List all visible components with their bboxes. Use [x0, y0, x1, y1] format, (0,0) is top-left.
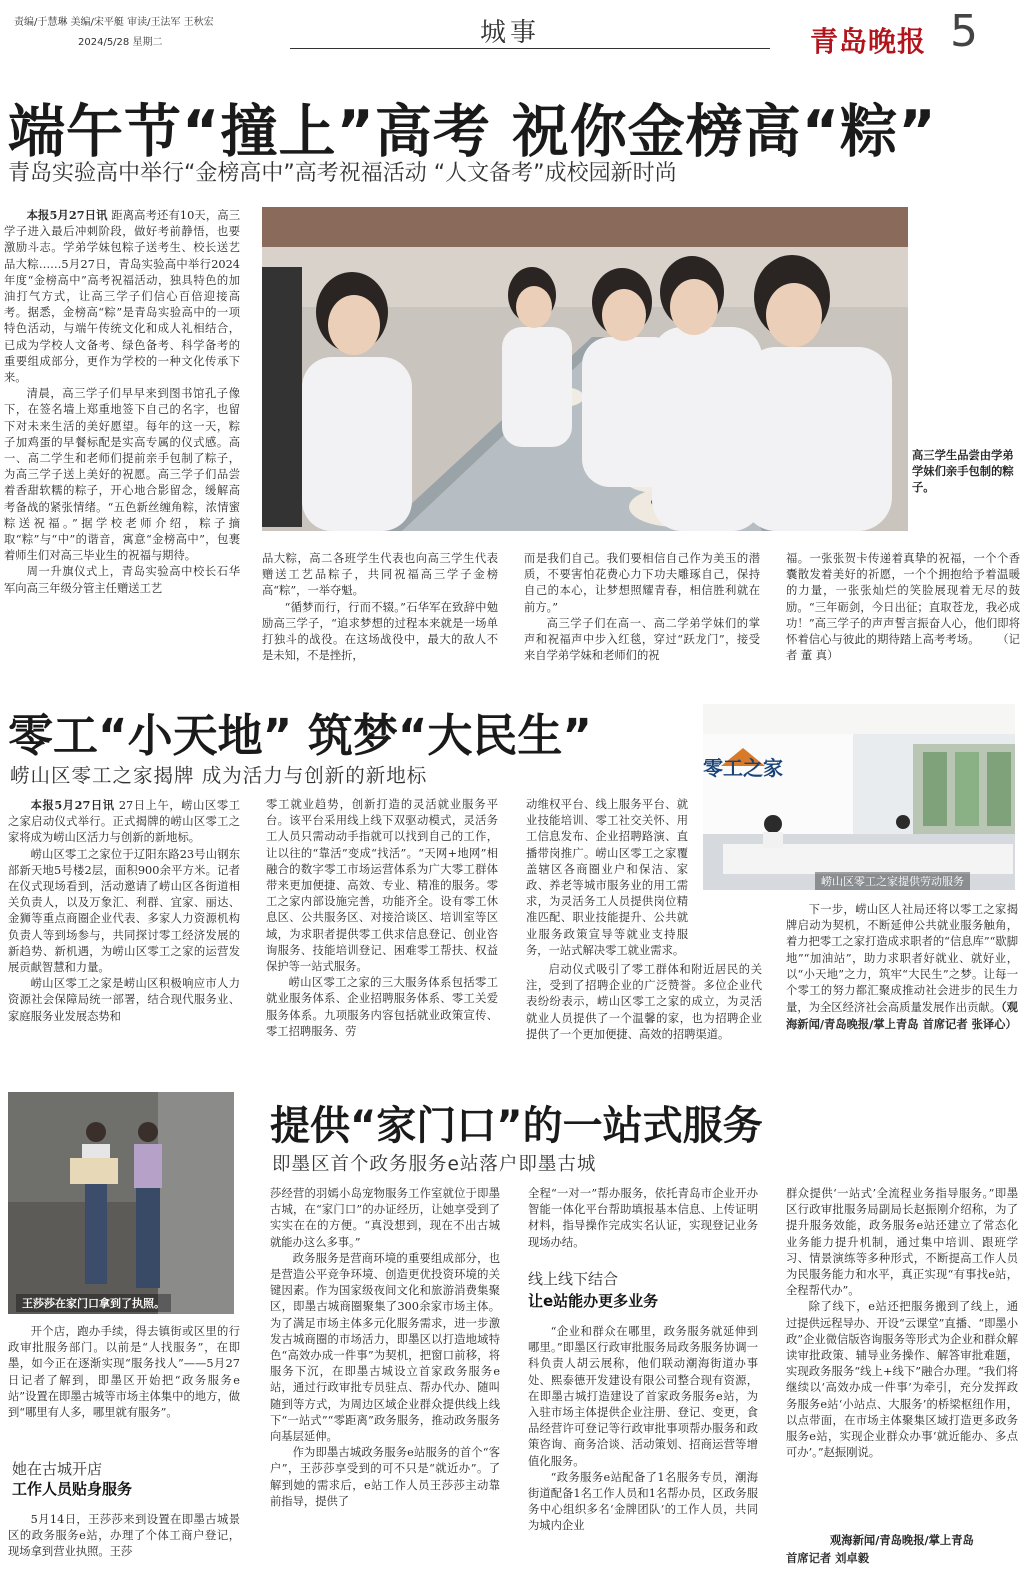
gig-home-photo — [703, 704, 1015, 890]
paragraph: 群众提供‘一站式’全流程业务指导服务。”即墨区行政审批服务局副局长赵振刚介绍称，为了提升服务效能，政务服务e站还建立了常态化业务能力提升机制，通过集中培训、跟班学习、情景演练等多种形式，不断提高工作人员为民服务能力和水平，真正实现“有事找e站，全程帮代办”。 — [786, 1187, 1018, 1298]
page-number: 5 — [950, 6, 978, 57]
article1-lead: 本报5月27日讯 — [26, 208, 108, 222]
subsection-2-title: 线上线下结合 — [528, 1270, 619, 1288]
subheadline-1: 青岛实验高中举行“金榜高中”高考祝福活动 “人文备考”成校园新时尚 — [8, 161, 677, 186]
gig-home-sign: 零工之家 — [703, 756, 783, 780]
paragraph: 启动仪式吸引了零工群体和附近居民的关注，受到了招聘企业的广泛赞誉。多位企业代表纷纷表示，崂山区零工之家的成立，为灵活就业人员提供了一个温馨的家，也为招聘企业提供了一个更加便捷、高效的招聘渠道。 — [526, 963, 762, 1041]
byline-1: （记者 董 真） — [786, 633, 1020, 663]
article1-column-4 — [786, 551, 1020, 673]
byline-3a: 观海新闻/青岛晚报/掌上青岛 — [830, 1533, 974, 1547]
paragraph: 27日上午，崂山区零工之家启动仪式举行。正式揭牌的崂山区零工之家将成为崂山区活力与创新的新地标。 — [8, 799, 240, 845]
photo-caption-2: 崂山区零工之家提供劳动服务 — [815, 872, 970, 890]
paragraph: “政务服务e站配备了1名服务专员，潮海街道配备1名工作人员和1名帮办员，区政务服务中心组织多名‘金牌团队’的工作人员，共同为城内企业 — [528, 1470, 758, 1533]
photo-caption-1: 高三学生品尝由学弟学妹们亲手包制的粽子。 — [912, 448, 1014, 495]
paragraph: 高三学子们在高一、高二学弟学妹们的掌声和祝福声中步入红毯，穿过“跃龙门”，接受来自学弟学妹和老师们的祝 — [524, 616, 760, 663]
article2-column-3 — [526, 797, 688, 957]
paragraph: 政务服务是营商环境的重要组成部分，也是营造公平竞争环境、创造更优投资环境的关键因素。作为国家级夜间文化和旅游消费集聚区，即墨古城商圈聚集了300余家市场主体。为了满足市场主体多元化服务需求，进一步激发古城商圈的市场活力，即墨区以打造地域特色“高效办成一件事”为契机，把窗口前移，将服务下沉，在即墨古城设立首家政务服务e站，通过行政审批专员驻点、帮办代办、随叫随到等方式，为周边区域企业群众提供线上线下“一站式”“零距离”政务服务，推动政务服务向基层延伸。 — [270, 1251, 500, 1444]
article3-sub1-text — [8, 1512, 240, 1570]
paragraph — [786, 902, 1018, 1034]
license-holder-image — [8, 1092, 234, 1314]
article1-column-1 — [4, 207, 240, 673]
photo-caption-3: 王莎莎在家门口拿到了执照。 — [16, 1294, 171, 1312]
paragraph: 周一升旗仪式上，青岛实验高中校长石华军向高三年级分管主任赠送工艺 — [4, 565, 240, 595]
article2-lead: 本报5月27日讯 — [30, 798, 115, 812]
headline-2: 零工“小天地” 筑梦“大民生” — [8, 709, 592, 762]
subheadline-2: 崂山区零工之家揭牌 成为活力与创新的新地标 — [10, 764, 428, 787]
article1-column-2 — [262, 551, 498, 673]
subheadline-3: 即墨区首个政务服务e站落户即墨古城 — [272, 1154, 597, 1175]
newspaper-logo: 青岛晚报 — [810, 25, 927, 58]
editor-line: 责编/于慧琳 美编/宋平艇 审读/王法军 王秋宏 — [14, 17, 214, 28]
paragraph: 动维权平台、线上服务平台、就业技能培训、零工社交关怀、用工信息发布、企业招聘路演、直播带岗推广。崂山区零工之家覆盖辖区各商圈业户和保洁、家政、养老等城市服务业的用工需求，为灵活务工人员提供岗位精准匹配、职业技能提升、公共就业服务政策宣导等就业支持服务，一站式解决零工就业需求。 — [526, 798, 688, 957]
paragraph: 距离高考还有10天，高三学子进入最后冲刺阶段，做好考前静悟，也要激励斗志。学弟学妹包粽子送考生、校长送艺品大粽……5月27日，青岛实验高中举行2024年度“金榜高中”高考祝福活动，独具特色的加油打气方式，让高三学子们信心百倍迎接高考。据悉，金榜高“粽”是青岛实验高中的一项特色活动，与端午传统文化和成人礼相结合，已成为学校人文备考、绿色备考、科学备考的重要组成部分，更作为学校的一种文化传承下来。 — [4, 209, 240, 385]
article2-column-2 — [266, 797, 498, 1073]
paragraph: 而是我们自己。我们要相信自己作为美玉的潜质，不要害怕花费心力下功夫雕琢自己，保持自己的本心，让梦想照耀青春，相信胜利就在前方。” — [524, 552, 760, 614]
paragraph-text: 下一步，崂山区人社局还将以零工之家揭牌启动为契机，不断延伸公共就业服务触角，着力把零工之家打造成求职者的“信息库”“歇脚地”“加油站”，助力求职者好就业、就好业，以“小天地”之力，筑牢“大民生”之梦。让每一个零工的努力都汇聚成推动社会进步的民生力量，为全区经济社会高质量发展作出贡献。 — [786, 903, 1018, 1015]
article3-column-2a — [528, 1186, 758, 1254]
article3-column-2b — [528, 1324, 758, 1570]
paragraph: “企业和群众在哪里，政务服务就延伸到哪里。”即墨区行政审批服务局政务服务协调一科负责人胡云展称，他们联动潮海街道办事处、熙泰德开发建设有限公司整合现有资源，在即墨古城打造建设了首家政务服务e站，为入驻市场主体提供企业注册、登记、变更，食品经营许可登记等行政审批事项帮办服务和政策咨询、商务洽谈、活动策划、招商运营等增值化服务。 — [528, 1325, 758, 1468]
paragraph: 崂山区零工之家是崂山区积极响应市人力资源社会保障局统一部署，结合现代服务业、家庭服务业发展态势和 — [8, 977, 240, 1023]
paragraph: 开个店，跑办手续，得去镇街或区里的行政审批服务部门。以前是“人找服务”，在即墨，如今正在逐渐实现“服务找人”——5月27日记者了解到，即墨区开始把“政务服务e站”设置在即墨古城等市场主体集中的地方，做到“哪里有人多，哪里就有服务”。 — [8, 1325, 240, 1420]
paragraph: 崂山区零工之家位于辽阳东路23号山钢东部新天地5号楼2层，面积900余平方米。记者在仪式现场看到，活动邀请了崂山区各街道相关负责人，以及万象汇、利群、宜家、丽达、金狮等重点商圈企业代表、多家人力资源机构负责人等到场参与，共同探讨零工经济发展的新趋势、新机遇，为崂山区零工之家的运营发展贡献智慧和力量。 — [8, 847, 240, 975]
article2-column-1 — [8, 797, 240, 1073]
article2-column-4 — [786, 902, 1018, 1074]
students-photo — [262, 207, 908, 531]
subsection-1-title: 她在古城开店 — [12, 1460, 103, 1478]
paragraph: “循梦而行，行而不辍。”石华军在致辞中勉励高三学子，“追求梦想的过程本来就是一场单打独斗的战役。在这场战役中，最大的敌人不是未知，不是挫折， — [262, 600, 498, 663]
paragraph: 5月14日，王莎莎来到设置在即墨古城景区的政务服务e站，办理了个体工商户登记，现场拿到营业执照。王莎 — [8, 1513, 240, 1559]
article3-column-3 — [786, 1186, 1018, 1530]
license-photo — [8, 1092, 234, 1314]
paragraph: 清晨，高三学子们早早来到图书馆孔子像下，在签名墙上郑重地签下自己的名字，也留下对未来生活的美好愿望。每年的这一天，粽子加鸡蛋的早餐标配是实高专属的仪式感。高一、高二学生和老师们提前亲手包制了粽子，为高三学子送上美好的祝愿。高三学子们品尝着香甜软糯的粽子，开心地合影留念，缓解高考备战的紧张情绪。“五色新丝缠角粽，浓情蜜粽送祝福。”据学校老师介绍，粽子摘取“粽”与“中”的谐音，寓意“金榜高中”，包裹着师生们对高三毕业生的祝福与期待。 — [4, 387, 240, 563]
article3-left-text — [8, 1324, 240, 1444]
headline-1: 端午节“撞上”高考 祝你金榜高“粽” — [8, 99, 937, 165]
paragraph: 作为即墨古城政务服务e站服务的首个“客户”，王莎莎享受到的可不只是“就近办”。了解到她的需求后，e站工作人员王莎莎主动靠前指导，提供了 — [270, 1446, 500, 1508]
paragraph-text: 福。一张张贺卡传递着真挚的祝福，一个个香囊散发着美好的祈愿，一个个拥抱给予着温暖的力量，一张张灿烂的笑脸展现着无尽的鼓励。“三年砺剑，今日出征；直取苍龙，我必成功！”高三学子的声声誓言振奋人心，他们即将怀着信心与彼此的期待踏上高考考场。 — [786, 552, 1020, 647]
subsection-2-bold: 让e站能办更多业务 — [528, 1292, 659, 1310]
paragraph: 全程“一对一”帮办服务，依托青岛市企业开办智能一体化平台帮助填报基本信息、上传证明材料，指导操作完成实名认证，实现登记业务现场办结。 — [528, 1187, 758, 1249]
paragraph: 莎经营的羽嫣小岛宠物服务工作室就位于即墨古城，在“家门口”的办证经历，让她享受到了实实在在的方便。“真没想到，现在不出古城就能办这么多事。” — [270, 1187, 500, 1249]
subsection-1-bold: 工作人员贴身服务 — [12, 1480, 133, 1498]
article1-column-3 — [524, 551, 760, 673]
paragraph: 品大粽，高二各班学生代表也向高三学生代表赠送工艺品粽子，共同祝福高三学子金榜高“粽”，一举夺魁。 — [262, 552, 498, 598]
date-line: 2024/5/28 星期二 — [78, 37, 163, 48]
paragraph: 除了线下，e站还把服务搬到了线上，通过提供远程导办、开设“云课堂”直播、“即墨小政”企业微信版咨询服务等形式为企业和群众解读审批政策、辅导业务操作、解答审批难题，实现政务服务“线上+线下”融合办理。“我们将继续以‘高效办成一件事’为牵引，充分发挥政务服务e站‘小站点、大服务’的桥梁枢纽作用，以点带面，在市场主体聚集区域打造更多政务服务e站，实现企业群众办事‘就近能办、多点可办’。”赵振刚说。 — [786, 1300, 1018, 1460]
paragraph — [786, 551, 1020, 664]
students-eating-zongzi-image — [262, 207, 908, 531]
byline-2: （观海新闻/青岛晚报/掌上青岛 首席记者 张译心） — [786, 1000, 1018, 1032]
paragraph: 零工就业趋势，创新打造的灵活就业服务平台。该平台采用线上线下双驱动模式，灵活务工人员只需动动手指就可以找到自己的工作，让以往的“靠活”变成“找活”。“天网+地网”相融合的数字零工市场运营体系为广大零工群体带来更加便捷、高效、专业、精准的服务。零工之家内部设施完善，功能齐全。设有零工休息区、公共服务区、对接洽谈区、培训室等区域，为求职者提供零工供求信息登记、创业咨询服务、技能培训登记、困难零工帮扶、权益保护等一站式服务。 — [266, 798, 498, 974]
byline-3b: 首席记者 刘卓毅 — [786, 1551, 870, 1565]
article2-column-3-rest — [526, 962, 762, 1074]
section-name: 城事 — [480, 18, 541, 48]
header-rule — [290, 48, 770, 49]
article3-column-1 — [270, 1186, 500, 1570]
gig-home-image — [703, 704, 1015, 890]
paragraph: 崂山区零工之家的三大服务体系包括零工就业服务体系、企业招聘服务体系、零工关爱服务体系。九项服务内容包括就业政策宣传、零工招聘服务、劳 — [266, 976, 498, 1038]
headline-3: 提供“家门口”的一站式服务 — [270, 1103, 763, 1149]
